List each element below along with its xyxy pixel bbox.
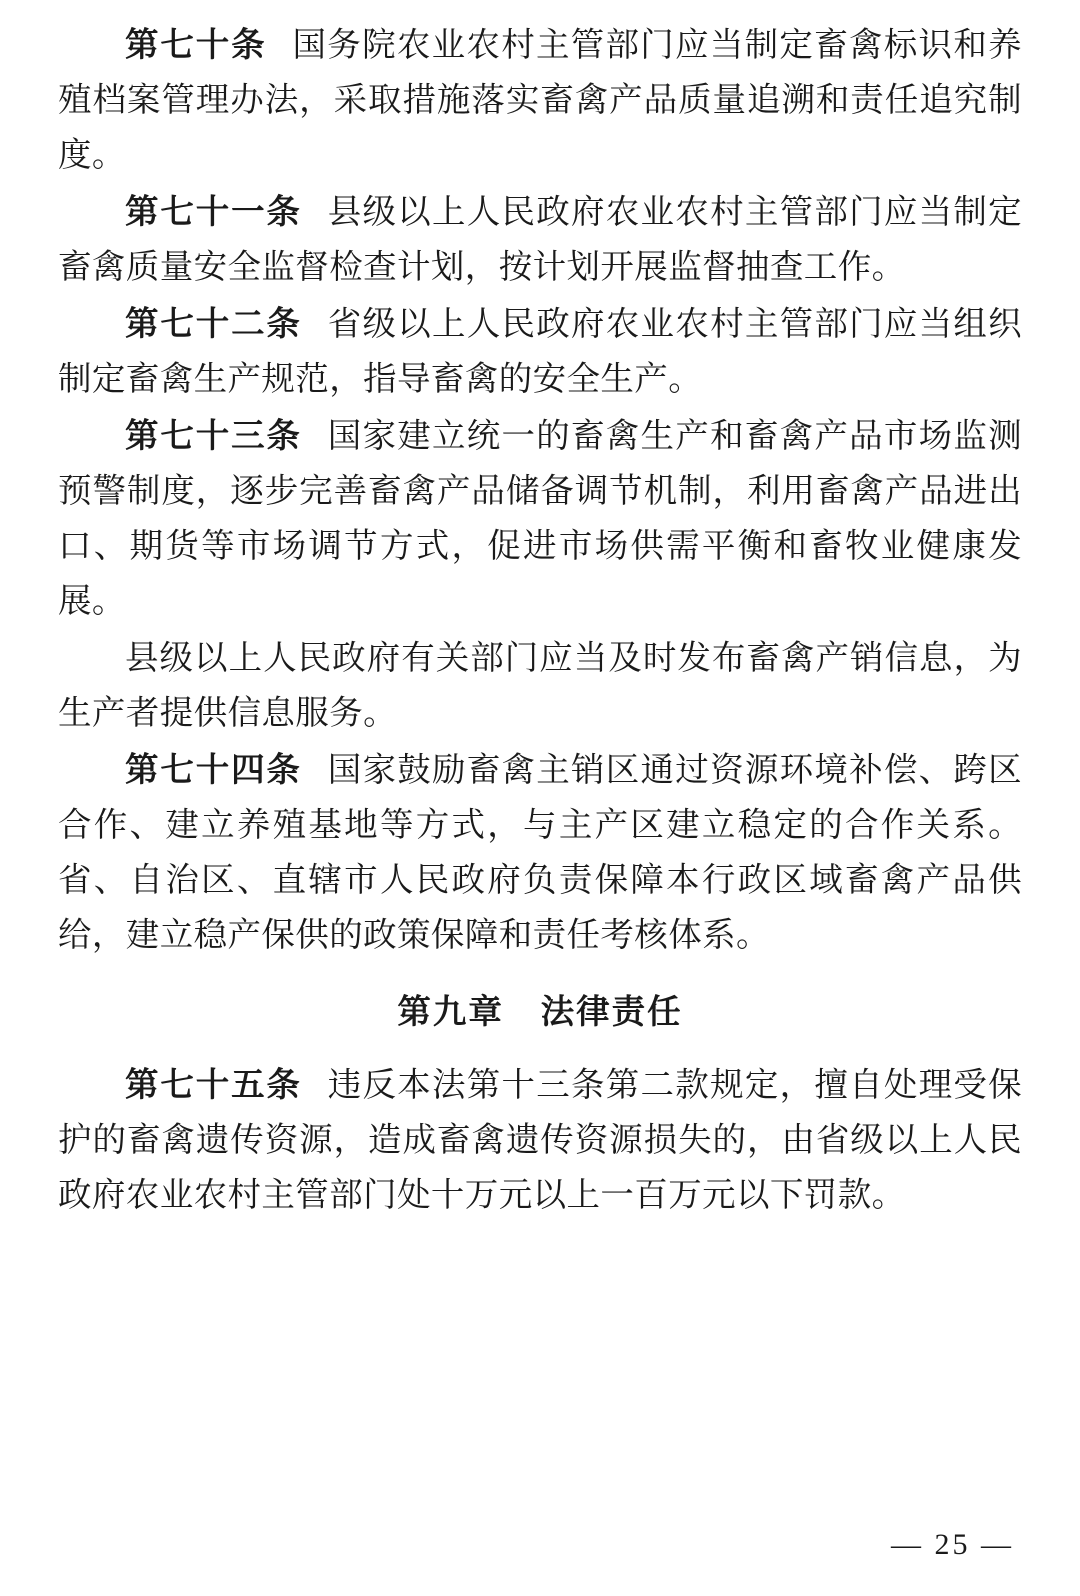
- article-text: 国务院农业农村主管部门应当制定畜禽标识和养殖档案管理办法，采取措施落实畜禽产品质量追溯和责任追究制度。: [58, 27, 1022, 174]
- chapter-heading: [58, 985, 1022, 1040]
- chapter-title: 法律责任: [540, 994, 683, 1031]
- article-text: 国家建立统一的畜禽生产和畜禽产品市场监测预警制度，逐步完善畜禽产品储备调节机制，利用畜禽产品进出口、期货等市场调节方式，促进市场供需平衡和畜牧业健康发展。: [58, 418, 1023, 620]
- page-footer: [891, 1528, 1014, 1562]
- chapter-number: 第九章: [397, 994, 504, 1031]
- article-text: 县级以上人民政府农业农村主管部门应当制定畜禽质量安全监督检查计划，按计划开展监督抽查工作。: [58, 194, 1023, 286]
- page-number: 25: [934, 1528, 971, 1561]
- article-paragraph: [58, 18, 1022, 183]
- article-paragraph: [58, 185, 1022, 295]
- article-text: 县级以上人民政府有关部门应当及时发布畜禽产销信息，为生产者提供信息服务。: [58, 640, 1022, 732]
- article-number: 第七十二条: [125, 306, 302, 343]
- article-sub-paragraph: [58, 631, 1022, 741]
- article-paragraph: [58, 743, 1022, 963]
- article-text: 省级以上人民政府农业农村主管部门应当组织制定畜禽生产规范，指导畜禽的安全生产。: [58, 306, 1023, 398]
- article-number: 第七十五条: [125, 1067, 302, 1104]
- article-paragraph: [58, 1058, 1022, 1223]
- article-text: 国家鼓励畜禽主销区通过资源环境补偿、跨区合作、建立养殖基地等方式，与主产区建立稳定的合作关系。省、自治区、直辖市人民政府负责保障本行政区域畜禽产品供给，建立稳产保供的政策保障和责任考核体系。: [58, 752, 1023, 954]
- article-paragraph: [58, 297, 1022, 407]
- article-number: 第七十四条: [125, 752, 302, 789]
- footer-dash-left: —: [891, 1528, 924, 1561]
- article-number: 第七十三条: [125, 418, 302, 455]
- article-number: 第七十条: [125, 27, 267, 64]
- article-paragraph: [58, 409, 1022, 629]
- footer-dash-right: —: [981, 1528, 1014, 1561]
- article-text: 违反本法第十三条第二款规定，擅自处理受保护的畜禽遗传资源，造成畜禽遗传资源损失的，由省级以上人民政府农业农村主管部门处十万元以上一百万元以下罚款。: [58, 1067, 1023, 1214]
- article-number: 第七十一条: [125, 194, 302, 231]
